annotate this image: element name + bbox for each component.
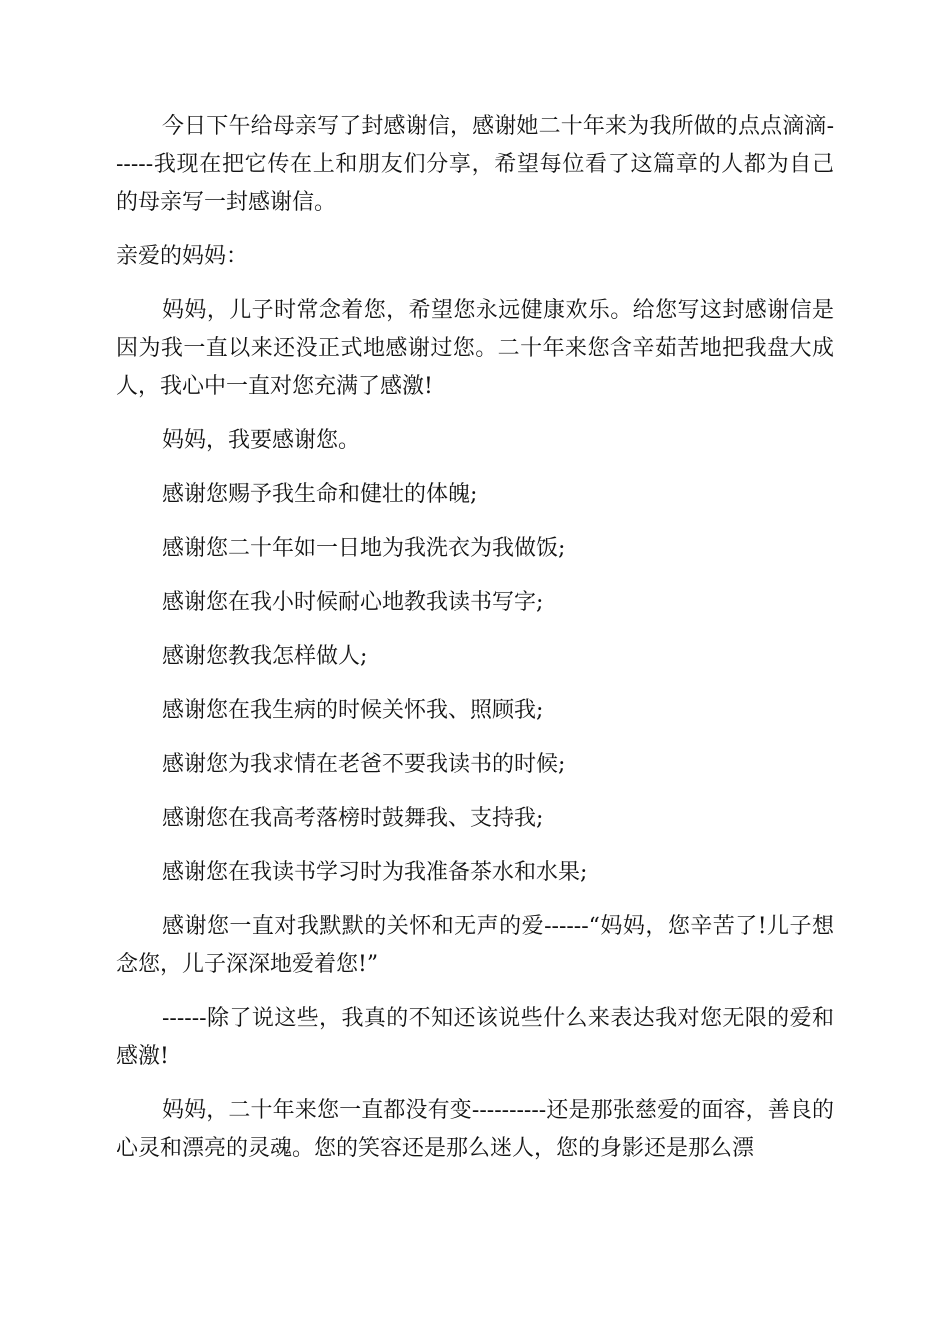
- salutation: 亲爱的妈妈：: [116, 244, 249, 269]
- letter-body: [116, 108, 834, 1184]
- paragraph: 感谢您一直对我默默的关怀和无声的爱------“妈妈，您辛苦了!儿子想念您，儿子深深地爱着您!”: [116, 914, 834, 977]
- paragraph: 妈妈，我要感谢您。: [162, 428, 361, 453]
- paragraph: 感谢您在我高考落榜时鼓舞我、支持我;: [162, 806, 544, 831]
- paragraph: 感谢您赐予我生命和健壮的体魄;: [162, 482, 478, 507]
- paragraph: 感谢您为我求情在老爸不要我读书的时候;: [162, 752, 566, 777]
- paragraph: 妈妈，儿子时常念着您，希望您永远健康欢乐。给您写这封感谢信是因为我一直以来还没正式地感谢过您。二十年来您含辛茹苦地把我盘大成人，我心中一直对您充满了感激!: [116, 298, 834, 399]
- paragraph: 感谢您在我生病的时候关怀我、照顾我;: [162, 698, 544, 723]
- paragraph: 感谢您教我怎样做人;: [162, 644, 368, 669]
- intro-paragraph: 今日下午给母亲写了封感谢信，感谢她二十年来为我所做的点点滴滴------我现在把它传在上和朋友们分享，希望每位看了这篇章的人都为自己的母亲写一封感谢信。: [116, 114, 834, 215]
- paragraph: 感谢您在我小时候耐心地教我读书写字;: [162, 590, 544, 615]
- paragraph: 妈妈，二十年来您一直都没有变----------还是那张慈爱的面容，善良的心灵和漂亮的灵魂。您的笑容还是那么迷人，您的身影还是那么漂: [116, 1098, 834, 1161]
- paragraph: 感谢您在我读书学习时为我准备茶水和水果;: [162, 860, 588, 885]
- paragraph: 感谢您二十年如一日地为我洗衣为我做饭;: [162, 536, 566, 561]
- paragraph: ------除了说这些，我真的不知还该说些什么来表达我对您无限的爱和感激!: [116, 1006, 834, 1069]
